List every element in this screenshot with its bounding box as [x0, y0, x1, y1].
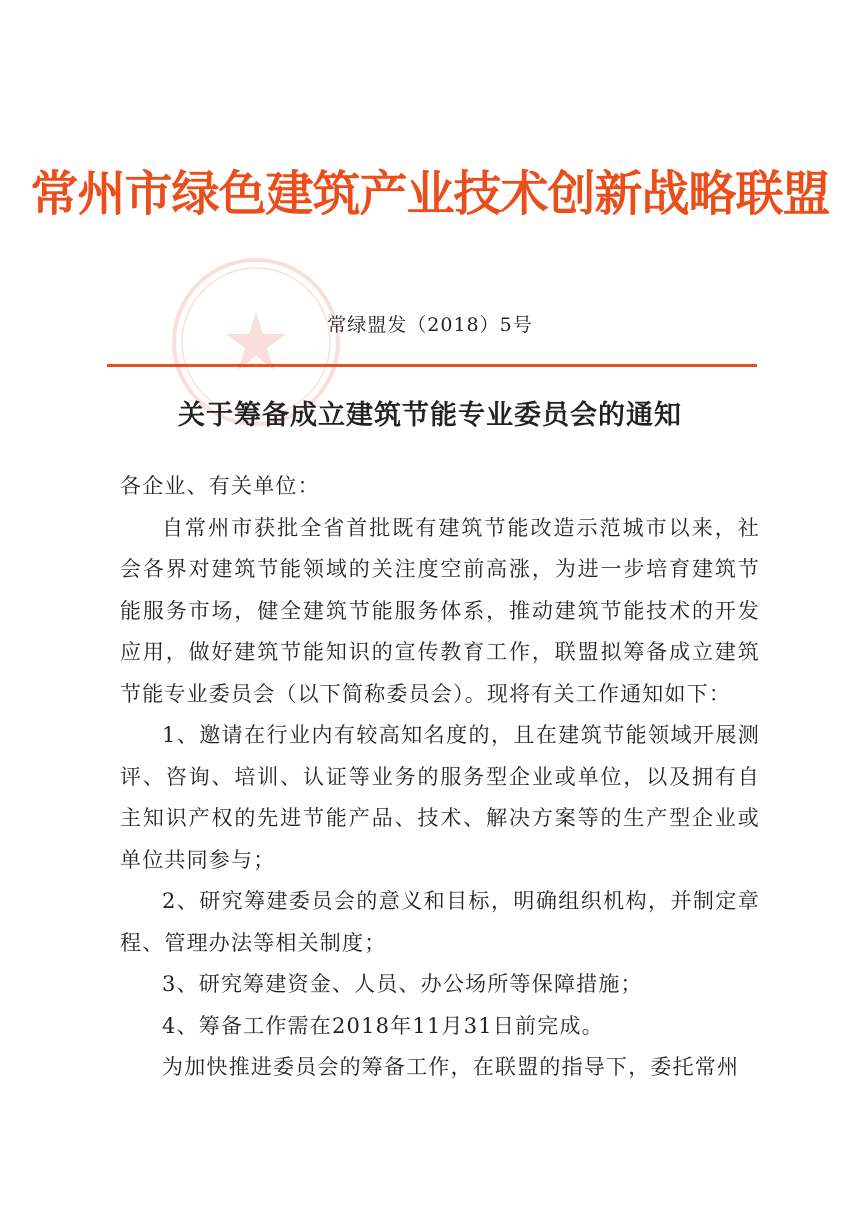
paragraph-item-4: 4、筹备工作需在2018年11月31日前完成。	[162, 1013, 604, 1038]
red-divider-line	[107, 364, 757, 367]
notice-title: 关于筹备成立建筑节能专业委员会的通知	[178, 400, 682, 431]
salutation: 各企业、有关单位：	[120, 474, 320, 498]
paragraph-item-3: 3、研究筹建资金、人员、办公场所等保障措施；	[162, 972, 643, 996]
paragraph-item-1: 1、邀请在行业内有较高知名度的，且在建筑节能领域开展测评、咨询、培训、认证等业务的服务型企业或单位，以及拥有自主知识产权的先进节能产品、技术、解决方案等的生产型企业或单位共同参与；	[120, 723, 760, 872]
notice-body	[120, 466, 760, 1089]
paragraph-intro: 自常州市获批全省首批既有建筑节能改造示范城市以来，社会各界对建筑节能领域的关注度空前高涨，为进一步培育建筑节能服务市场，健全建筑节能服务体系，推动建筑节能技术的开发应用，做好建筑节能知识的宣传教育工作，联盟拟筹备成立建筑节能专业委员会（以下简称委员会）。现将有关工作通知如下：	[120, 515, 760, 706]
masthead-title: 常州市绿色建筑产业技术创新战略联盟	[30, 166, 830, 222]
paragraph-closing: 为加快推进委员会的筹备工作，在联盟的指导下，委托常州	[162, 1055, 740, 1079]
paragraph-item-2: 2、研究筹建委员会的意义和目标，明确组织机构，并制定章程、管理办法等相关制度；	[120, 889, 760, 955]
document-number: 常绿盟发（2018）5号	[327, 314, 533, 336]
